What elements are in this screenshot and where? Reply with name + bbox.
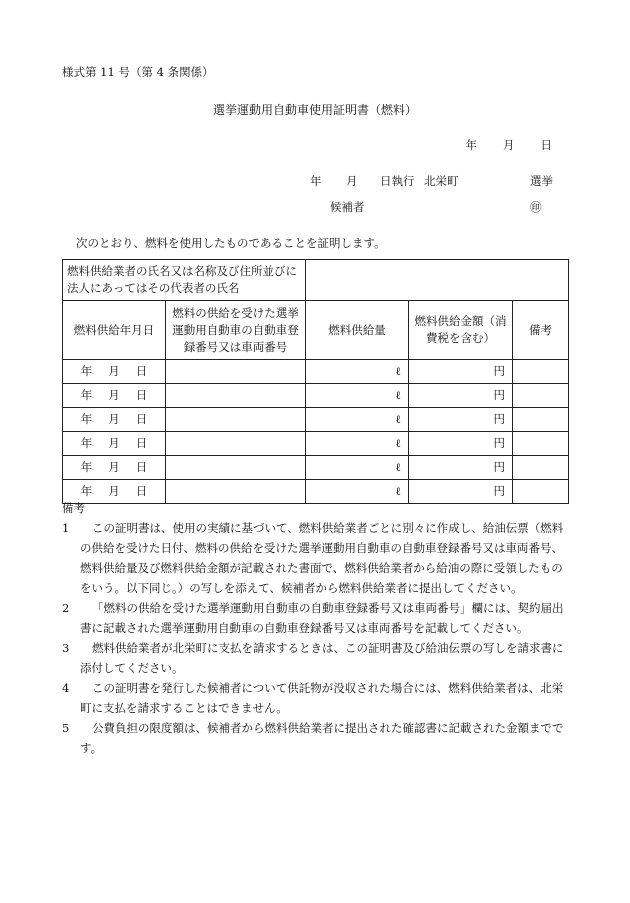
supplier-row [63, 260, 569, 301]
remark-text: 燃料供給業者が北栄町に支払を請求するときは、この証明書及び給油伝票の写しを請求書に添付してください。 [80, 641, 564, 675]
election-year: 年 [310, 174, 322, 188]
seal-mark: ㊞ [530, 200, 542, 214]
row-month: 月 [108, 388, 120, 402]
header-amount: 燃料供給金額（消費税を含む） [409, 301, 513, 360]
row-quantity-cell[interactable] [306, 456, 409, 480]
row-year: 年 [80, 412, 93, 426]
remark-text: 公費負担の限度額は、候補者から燃料供給業者に提出された確認書に記載された金額までです。 [80, 721, 564, 755]
issue-date [466, 137, 553, 153]
row-date-cell[interactable] [63, 384, 166, 408]
row-vehicle-cell[interactable] [166, 384, 306, 408]
row-day: 日 [135, 412, 148, 426]
row-amount-cell[interactable] [409, 456, 513, 480]
row-date-cell[interactable] [63, 408, 166, 432]
row-day: 日 [135, 364, 148, 378]
row-day: 日 [135, 388, 148, 402]
row-qty-unit: ℓ [395, 460, 402, 474]
row-year: 年 [80, 484, 93, 498]
remark-text: 「燃料の供給を受けた選挙運動用自動車の自動車登録番号又は車両番号」欄には、契約届出書に記載された選挙運動用自動車の自動車登録番号又は車両番号を記載してください。 [80, 601, 564, 635]
row-month: 月 [108, 460, 120, 474]
remarks-section [62, 498, 572, 758]
row-day: 日 [135, 436, 148, 450]
remark-text: この証明書を発行した候補者について供託物が没収された場合には、燃料供給業者は、北栄町に支払を請求することはできません。 [80, 681, 564, 715]
row-amount-cell[interactable] [409, 408, 513, 432]
row-month: 月 [108, 364, 120, 378]
row-amount-unit: 円 [493, 412, 506, 426]
remark-item [62, 678, 572, 718]
supplier-label: 燃料供給業者の氏名又は名称及び住所並びに法人にあってはその代表者の氏名 [63, 260, 306, 301]
row-remarks-cell[interactable] [513, 456, 569, 480]
row-amount-cell[interactable] [409, 432, 513, 456]
row-quantity-cell[interactable] [306, 360, 409, 384]
row-year: 年 [80, 388, 93, 402]
row-month: 月 [108, 436, 120, 450]
row-qty-unit: ℓ [395, 436, 402, 450]
row-amount-cell[interactable] [409, 360, 513, 384]
header-supply-date: 燃料供給年月日 [63, 301, 166, 360]
remark-item [62, 518, 572, 598]
row-date-cell[interactable] [63, 360, 166, 384]
row-qty-unit: ℓ [395, 484, 402, 498]
remark-number: 3 [62, 641, 70, 655]
row-month: 月 [108, 412, 120, 426]
form-number: 様式第 11 号（第 4 条関係） [62, 65, 214, 79]
row-remarks-cell[interactable] [513, 360, 569, 384]
table-row [63, 360, 569, 384]
row-vehicle-cell[interactable] [166, 408, 306, 432]
row-day: 日 [135, 484, 148, 498]
row-vehicle-cell[interactable] [166, 360, 306, 384]
row-amount-cell[interactable] [409, 384, 513, 408]
row-vehicle-cell[interactable] [166, 432, 306, 456]
election-town: 北栄町 [424, 174, 459, 188]
remark-item [62, 598, 572, 638]
header-quantity: 燃料供給量 [306, 301, 409, 360]
row-day: 日 [135, 460, 148, 474]
table-row [63, 408, 569, 432]
row-date-cell[interactable] [63, 456, 166, 480]
supplier-value-cell[interactable] [306, 260, 569, 301]
table-row [63, 384, 569, 408]
table-row [63, 432, 569, 456]
row-year: 年 [80, 436, 93, 450]
election-day-exec: 日執行 [380, 174, 415, 188]
remark-item [62, 718, 572, 758]
table-row [63, 456, 569, 480]
candidate-label: 候補者 [330, 200, 365, 214]
row-date-cell[interactable] [63, 432, 166, 456]
header-remarks: 備考 [513, 301, 569, 360]
row-quantity-cell[interactable] [306, 408, 409, 432]
row-quantity-cell[interactable] [306, 384, 409, 408]
row-amount-unit: 円 [493, 388, 506, 402]
row-amount-unit: 円 [493, 484, 506, 498]
row-remarks-cell[interactable] [513, 408, 569, 432]
header-vehicle-number: 燃料の供給を受けた選挙運動用自動車の自動車登録番号又は車両番号 [166, 301, 306, 360]
row-remarks-cell[interactable] [513, 432, 569, 456]
row-amount-unit: 円 [493, 460, 506, 474]
row-qty-unit: ℓ [395, 412, 402, 426]
remark-number: 2 [62, 601, 70, 615]
date-month: 月 [503, 138, 515, 152]
fuel-table [62, 259, 569, 504]
remark-text: この証明書は、使用の実績に基づいて、燃料供給業者ごとに別々に作成し、給油伝票（燃料の供給を受けた日付、燃料の供給を受けた選挙運動用自動車の自動車登録番号又は車両番号、燃料供給量及び燃料供給金額が記載された書面で、燃料供給業者から給油の際に受領したものをいう。以下同じ。）の写しを添えて、候補者から燃料供給業者に提出してください。 [80, 521, 564, 595]
election-month: 月 [346, 174, 358, 188]
row-qty-unit: ℓ [395, 364, 402, 378]
election-kind: 選挙 [530, 174, 553, 188]
remark-item [62, 638, 572, 678]
intro-text: 次のとおり、燃料を使用したものであることを証明します。 [76, 236, 386, 250]
row-year: 年 [80, 364, 93, 378]
date-year: 年 [465, 138, 477, 152]
row-remarks-cell[interactable] [513, 384, 569, 408]
remarks-title: 備考 [62, 501, 85, 515]
row-month: 月 [108, 484, 120, 498]
row-year: 年 [80, 460, 93, 474]
row-qty-unit: ℓ [395, 388, 402, 402]
remark-number: 1 [62, 521, 70, 535]
row-quantity-cell[interactable] [306, 432, 409, 456]
date-day: 日 [540, 138, 552, 152]
row-vehicle-cell[interactable] [166, 456, 306, 480]
document-title: 選挙運動用自動車使用証明書（燃料） [212, 103, 417, 117]
row-amount-unit: 円 [493, 436, 506, 450]
header-row [63, 301, 569, 360]
remark-number: 5 [62, 721, 70, 735]
remark-number: 4 [62, 681, 70, 695]
row-amount-unit: 円 [493, 364, 506, 378]
